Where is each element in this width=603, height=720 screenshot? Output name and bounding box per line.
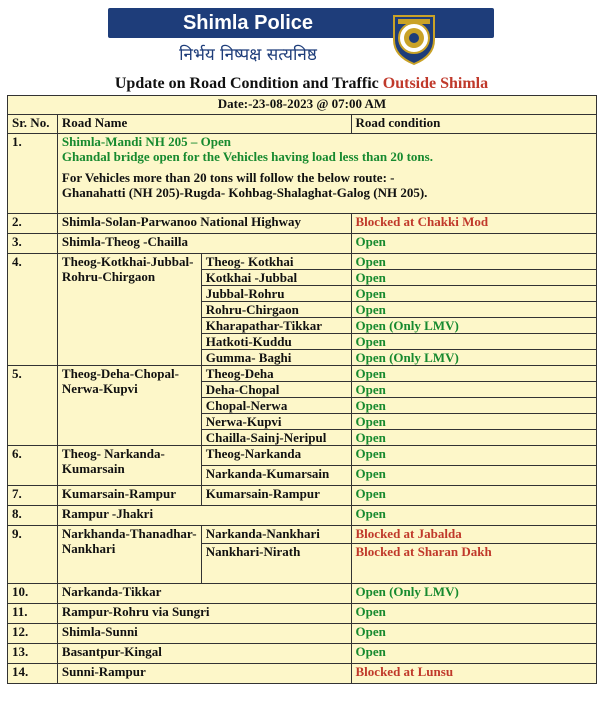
sr-number: 5. — [8, 366, 58, 446]
segment-status: Open — [351, 286, 596, 302]
table-row — [8, 664, 597, 684]
road-name: Sunni-Rampur — [57, 664, 351, 684]
sr-number: 7. — [8, 486, 58, 506]
segment-name: Hatkoti-Kuddu — [201, 334, 351, 350]
notice-line: For Vehicles more than 20 tons will follow the below route: - — [61, 170, 395, 185]
segment-name: Theog-Narkanda — [201, 446, 351, 466]
road-name: Shimla-Theog -Chailla — [57, 234, 351, 254]
page-title: Shimla Police — [182, 12, 314, 34]
road-name: Shimla-Solan-Parwanoo National Highway — [57, 214, 351, 234]
road-status: Open — [351, 604, 596, 624]
headline-highlight: Outside Shimla — [382, 75, 489, 92]
segment-status: Open — [351, 430, 596, 446]
segment-status: Open — [351, 254, 596, 270]
segment-name: Theog- Kotkhai — [201, 254, 351, 270]
segment-status: Blocked at Sharan Dakh — [351, 544, 596, 584]
segment-name: Narkanda-Nankhari — [201, 526, 351, 544]
table-row — [8, 584, 597, 604]
segment-name: Kotkhai -Jubbal — [201, 270, 351, 286]
table-row — [8, 234, 597, 254]
road-condition-table — [7, 95, 597, 684]
column-header-sr: Sr. No. — [8, 115, 58, 134]
segment-status: Blocked at Jabalda — [351, 526, 596, 544]
road-name: Theog-Kotkhai-Jubbal-Rohru-Chirgaon — [57, 254, 201, 366]
segment-name: Jubbal-Rohru — [201, 286, 351, 302]
segment-status: Open — [351, 486, 596, 506]
table-row — [8, 526, 597, 544]
segment-name: Chailla-Sainj-Neripul — [201, 430, 351, 446]
segment-name: Chopal-Nerwa — [201, 398, 351, 414]
segment-name: Rohru-Chirgaon — [201, 302, 351, 318]
sr-number: 9. — [8, 526, 58, 584]
segment-name: Deha-Chopal — [201, 382, 351, 398]
road-name: Narkanda-Tikkar — [57, 584, 351, 604]
sr-number: 12. — [8, 624, 58, 644]
road-name: Theog-Deha-Chopal-Nerwa-Kupvi — [57, 366, 201, 446]
segment-status: Open — [351, 446, 596, 466]
road-status: Open — [351, 234, 596, 254]
police-emblem-icon — [386, 10, 442, 66]
table-row — [8, 604, 597, 624]
sr-number: 14. — [8, 664, 58, 684]
segment-name: Kumarsain-Rampur — [201, 486, 351, 506]
table-row — [8, 624, 597, 644]
road-status: Open — [351, 506, 596, 526]
segment-status: Open — [351, 414, 596, 430]
table-row — [8, 366, 597, 382]
table-row — [8, 214, 597, 234]
segment-status: Open — [351, 302, 596, 318]
segment-name: Narkanda-Kumarsain — [201, 466, 351, 486]
road-status: Blocked at Chakki Mod — [351, 214, 596, 234]
segment-name: Theog-Deha — [201, 366, 351, 382]
headline-text: Update on Road Condition and Traffic — [114, 75, 383, 92]
row-notice — [57, 134, 596, 214]
notice-line: Shimla-Mandi NH 205 – Open — [61, 134, 231, 149]
segment-name: Gumma- Baghi — [201, 350, 351, 366]
segment-status: Open (Only LMV) — [351, 318, 596, 334]
road-name: Theog- Narkanda-Kumarsain — [57, 446, 201, 486]
table-row — [8, 446, 597, 466]
table-row — [8, 486, 597, 506]
sr-number: 6. — [8, 446, 58, 486]
segment-status: Open — [351, 270, 596, 286]
sr-number: 13. — [8, 644, 58, 664]
sr-number: 3. — [8, 234, 58, 254]
segment-status: Open — [351, 334, 596, 350]
notice-line: Ghanahatti (NH 205)-Rugda- Kohbag-Shalaghat-Galog (NH 205). — [61, 185, 428, 200]
notice-line: Ghandal bridge open for the Vehicles having load less than 20 tons. — [61, 149, 433, 164]
segment-name: Kharapathar-Tikkar — [201, 318, 351, 334]
segment-status: Open — [351, 398, 596, 414]
road-status: Open — [351, 624, 596, 644]
road-name: Kumarsain-Rampur — [57, 486, 201, 506]
headline — [0, 75, 603, 93]
table-row — [8, 254, 597, 270]
header — [108, 8, 494, 66]
table-body — [8, 96, 597, 684]
sr-number: 8. — [8, 506, 58, 526]
table-row — [8, 644, 597, 664]
road-status: Open — [351, 644, 596, 664]
sr-number: 2. — [8, 214, 58, 234]
sr-number: 11. — [8, 604, 58, 624]
segment-status: Open (Only LMV) — [351, 350, 596, 366]
date-line: Date:-23-08-2023 @ 07:00 AM — [8, 96, 597, 115]
motto: निर्भय निष्पक्ष सत्यनिष्ठ — [179, 45, 317, 65]
road-name: Narkhanda-Thanadhar-Nankhari — [57, 526, 201, 584]
road-name: Basantpur-Kingal — [57, 644, 351, 664]
road-name: Shimla-Sunni — [57, 624, 351, 644]
column-header-condition: Road condition — [351, 115, 596, 134]
segment-name: Nerwa-Kupvi — [201, 414, 351, 430]
road-name: Rampur -Jhakri — [57, 506, 351, 526]
table-row — [8, 134, 597, 214]
sr-number: 1. — [8, 134, 58, 214]
road-name: Rampur-Rohru via Sungri — [57, 604, 351, 624]
segment-name: Nankhari-Nirath — [201, 544, 351, 584]
road-status: Blocked at Lunsu — [351, 664, 596, 684]
table-row — [8, 506, 597, 526]
segment-status: Open — [351, 382, 596, 398]
segment-status: Open — [351, 466, 596, 486]
sr-number: 4. — [8, 254, 58, 366]
sr-number: 10. — [8, 584, 58, 604]
segment-status: Open — [351, 366, 596, 382]
road-status: Open (Only LMV) — [351, 584, 596, 604]
column-header-road: Road Name — [57, 115, 351, 134]
